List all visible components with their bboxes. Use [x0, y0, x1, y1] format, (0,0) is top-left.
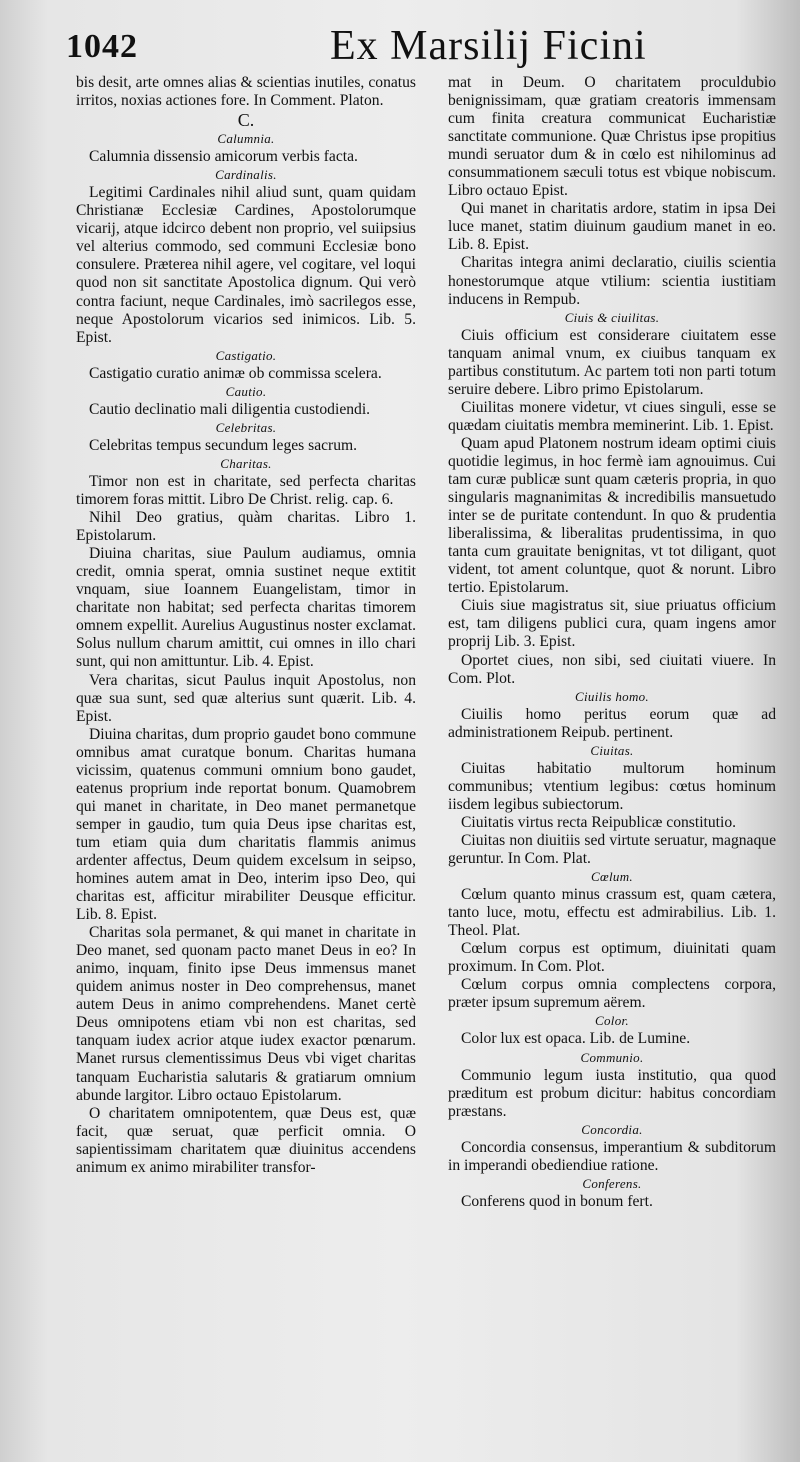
entry-paragraph: Concordia consensus, imperantium & subditorum in imperandi obediendiue ratione. — [448, 1138, 776, 1174]
entry-heading: Cautio. — [225, 383, 267, 399]
entry-paragraph: Calumnia dissensio amicorum verbis facta. — [89, 148, 358, 166]
entry-heading: Ciuilis homo. — [575, 688, 649, 704]
entry-paragraph: Ciuilis homo peritus eorum quæ ad administrationem Reipub. pertinent. — [448, 705, 776, 741]
page-number: 1042 — [66, 28, 138, 65]
entry-paragraph: Conferens quod in bonum fert. — [461, 1192, 653, 1210]
entry-heading: Ciuitas. — [590, 742, 634, 758]
entry-paragraph: Diuina charitas, dum proprio gaudet bono commune omnibus amat curatque bonum. Charitas humana vicissim, quatenus communi omnium bono gaudet, eatenus proprium inde reportat bonum. Quamobrem qui manet in charitate, in Deo manet permanetque semper in gaudio, tum quia Deus ipse charitas est, tum etiam quia dum charitatis flammis animus ardenter affectus, Deum quidem excelsum in seipso, homines autem amat in Deo, interim ipso Deo, qui charitas est, afficitur mirabiliter Deusque efficitur. Lib. 8. Epist. — [76, 725, 416, 924]
running-head: Ex Marsilij Ficini — [330, 23, 647, 69]
entry-paragraph: bis desit, arte omnes alias & scientias inutiles, conatus irritos, noxias actiones fore. In Comment. Platon. — [76, 74, 416, 110]
right-column — [448, 74, 776, 1211]
entry-paragraph: Oportet ciues, non sibi, sed ciuitati viuere. In Com. Plot. — [448, 651, 776, 687]
section-letter: C. — [237, 110, 255, 131]
entry-heading: Communio. — [580, 1049, 644, 1065]
entry-paragraph: Cautio declinatio mali diligentia custodiendi. — [89, 400, 371, 418]
entry-paragraph: Quam apud Platonem nostrum ideam optimi ciuis quotidie legimus, in hoc fermè iam agnouimus. Cui tam curæ publicæ sunt quam cæteris propria, in quo singularis magnanimitas & incredibilis mansuetudo inter se de puritate contendunt. In quo & prudentia liberalissima, & liberalitas prudentissima, in quo tanta cum grauitate benignitas, vt tot diligant, quot vident, tot ament coluntque, quot & norunt. Libro tertio. Epistolarum. — [448, 434, 776, 597]
page-header — [0, 18, 800, 78]
entry-heading: Concordia. — [581, 1121, 643, 1137]
entry-paragraph: Cœlum corpus est optimum, diuinitati quam proximum. In Com. Plot. — [448, 940, 776, 976]
entry-heading: Ciuis & ciuilitas. — [564, 309, 660, 325]
entry-paragraph: Castigatio curatio animæ ob commissa scelera. — [89, 364, 382, 382]
entry-paragraph: Ciuitatis virtus recta Reipublicæ constitutio. — [461, 813, 737, 831]
entry-heading: Castigatio. — [215, 347, 277, 363]
entry-paragraph: Communio legum iusta institutio, qua quod præditum est probum dicitur: habitus concordiam præstans. — [448, 1066, 776, 1120]
entry-heading: Conferens. — [582, 1175, 642, 1191]
entry-paragraph: O charitatem omnipotentem, quæ Deus est, quæ facit, quæ seruat, quæ perficit omnia. O sapientissimam charitatem quæ diuinitus accendens animum ex animo mirabiliter transfor- — [76, 1104, 416, 1176]
entry-paragraph: Charitas integra animi declaratio, ciuilis scientia honestorumque atque vtilium: scientia iustitiam inducens in Rempub. — [448, 254, 776, 308]
entry-paragraph: Nihil Deo gratius, quàm charitas. Libro 1. Epistolarum. — [76, 509, 416, 545]
entry-paragraph: Charitas sola permanet, & qui manet in charitate in Deo manet, sed quonam pacto manet Deus in eo? In animo, inquam, finito ipse Deus immensus manet quidem animus noster in Deo comprehensus, manet autem Deus in animo comprehendens. Manet certè Deus omnipotens etiam vbi non est charitas, sed tanquam iudex acrior atque iudex exactor pœnarum. Manet rursus clementissimus Deus vbi viget charitas tanquam Eucharistia salutaris & gratiarum omnium abunde largitor. Libro octauo Epistolarum. — [76, 924, 416, 1104]
entry-paragraph: Legitimi Cardinales nihil aliud sunt, quam quidam Christianæ Ecclesiæ Cardines, Apostolorumque vicarij, atque idcirco debent non proprio, vel suiipsius vel alterius commodo, sed communi Ecclesiæ bono consulere. Præterea nihil agere, vel cogitare, vel loqui quod non sit sanctitate Apostolica dignum. Qui verò contra faciunt, neque Cardinales, imò sacrilegos esse, neque Apostolorum vicarios sed inimicos. Lib. 5. Epist. — [76, 184, 416, 346]
entry-paragraph: Vera charitas, sicut Paulus inquit Apostolus, non quæ sua sunt, sed quæ alterius sunt quærit. Lib. 4. Epist. — [76, 671, 416, 725]
entry-paragraph: mat in Deum. O charitatem proculdubio benignissimam, quæ gratiam creatoris immensam cum finita creatura communicat Eucharistiæ sanctitate communione. Quæ Christus ipse propitius mundi seruator dum & in cœlo est nihilominus ad consummationem sæculi totus est vbique nobiscum. Libro octauo Epist. — [448, 74, 776, 200]
entry-heading: Calumnia. — [217, 131, 275, 147]
entry-heading: Color. — [595, 1013, 629, 1029]
entry-paragraph: Timor non est in charitate, sed perfecta charitas timorem foras mittit. Libro De Christ. relig. cap. 6. — [76, 472, 416, 509]
entry-paragraph: Ciuis officium est considerare ciuitatem esse tanquam animal vnum, ex ciuibus tanquam ex partibus constitutum. Ac partem toti non parti totum seruire debere. Libro primo Epistolarum. — [448, 326, 776, 398]
entry-heading: Cœlum. — [591, 869, 633, 885]
entry-paragraph: Color lux est opaca. Lib. de Lumine. — [461, 1030, 691, 1048]
left-column — [76, 74, 416, 1177]
entry-heading: Charitas. — [220, 455, 272, 471]
entry-paragraph: Ciuis siue magistratus sit, siue priuatus officium est, tam diligens publici cura, quam ingens amor proprij Lib. 3. Epist. — [448, 597, 776, 651]
entry-paragraph: Cœlum corpus omnia complectens corpora, præter ipsum supremum aërem. — [448, 976, 776, 1012]
entry-heading: Cardinalis. — [215, 167, 277, 183]
entry-paragraph: Cœlum quanto minus crassum est, quam cætera, tanto luce, motu, effectu est admirabilius. Lib. 1. Theol. Plat. — [448, 886, 776, 940]
entry-paragraph: Diuina charitas, siue Paulum audiamus, omnia credit, omnia sperat, omnia sustinet neque extitit vnquam, siue Ioannem Euangelistam, timor in charitate non habitat; sed perfecta charitas timorem omnem expellit. Aurelius Augustinus noster exclamat. Solus nullum charum amittit, cui omnes in illo chari sunt, qui non amittuntur. Lib. 4. Epist. — [76, 545, 416, 671]
entry-paragraph: Ciuilitas monere videtur, vt ciues singuli, esse se quædam ciuitatis membra meminerint. Lib. 1. Epist. — [448, 398, 776, 434]
entry-paragraph: Celebritas tempus secundum leges sacrum. — [89, 436, 358, 454]
entry-heading: Celebritas. — [215, 419, 277, 435]
entry-paragraph: Qui manet in charitatis ardore, statim in ipsa Dei luce manet, statim diuinum gaudium manet in eo. Lib. 8. Epist. — [448, 200, 776, 254]
entry-paragraph: Ciuitas non diuitiis sed virtute seruatur, magnaque geruntur. In Com. Plat. — [448, 831, 776, 868]
entry-paragraph: Ciuitas habitatio multorum hominum communibus; vtentium legibus: cœtus hominum iisdem legibus subiectorum. — [448, 759, 776, 813]
